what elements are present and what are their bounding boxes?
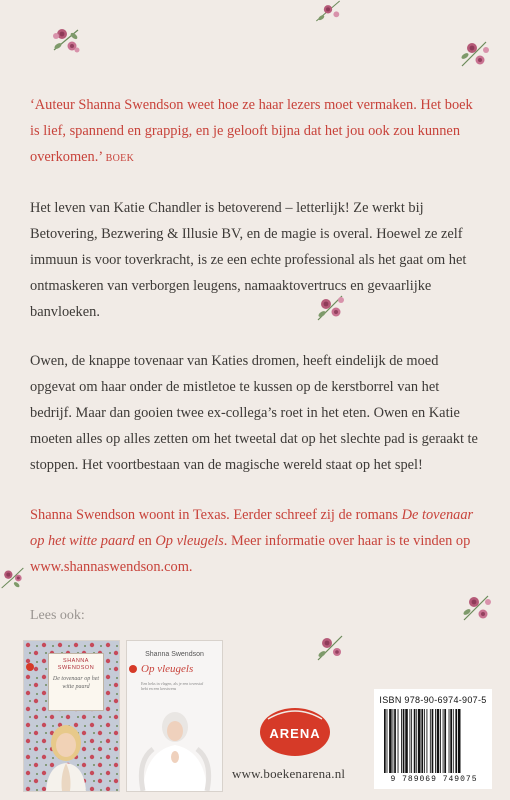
- barcode-bar: [455, 709, 457, 773]
- barcode-bar: [443, 709, 444, 773]
- barcode-bar: [405, 709, 408, 773]
- rose-icon: [458, 590, 494, 626]
- author-bio-book1: De tovenaar op het witte paard: [30, 507, 474, 549]
- arena-logo: [258, 705, 332, 757]
- review-source: BOEK: [105, 153, 135, 164]
- barcode-bar: [450, 709, 452, 773]
- review-quote-text: ‘Auteur Shanna Swendson weet hoe ze haar lezers moet vermaken. Het boek is lief, spannend en grappig, en je gelooft bijna dat het jou ook zou kunnen overkomen.’: [30, 97, 473, 165]
- barcode-bar: [414, 709, 416, 773]
- barcode-bar: [458, 709, 461, 773]
- book-author: SHANNA SWENDSON: [57, 658, 95, 671]
- book-cover-label: [48, 653, 104, 711]
- author-bio-rest: . Meer informatie over haar is te vinden op www.shannaswendson.com.: [30, 533, 471, 575]
- barcode-bar: [444, 709, 446, 773]
- isbn-number: ISBN 978-90-6974-907-5: [379, 695, 487, 705]
- related-book-cover: [126, 640, 223, 792]
- barcode-bar: [427, 709, 428, 773]
- publisher-logo-icon: [129, 665, 137, 673]
- description-paragraph: Owen, de knappe tovenaar van Katies dromen, heeft eindelijk de moed opgevat om haar onder de mistletoe te kussen op de kerstborrel van het bedrijf. Maar dan gooien twee ex-collega’s roet in het eten. Owen en Katie moeten alles op alles zetten om het tweetal dat op het slechte pad is geraakt te stoppen. Het voortbestaan van de magische wereld staat op het spel!: [30, 353, 478, 473]
- barcode-bar: [416, 709, 417, 773]
- barcode-number: 9 789069 749075: [390, 775, 478, 784]
- also-read-label: Lees ook:: [30, 608, 85, 623]
- publisher-logo-icon: [26, 663, 34, 671]
- barcode-bar: [421, 709, 423, 773]
- rose-icon: [0, 560, 30, 596]
- barcode-bar: [410, 709, 411, 773]
- barcode-bar: [403, 709, 405, 773]
- book-tagline: Een heks in vlagen, als je een toverstaf hebt en een kerstwens: [141, 681, 204, 691]
- rose-icon: [456, 36, 492, 72]
- barcode-bar: [384, 709, 386, 773]
- publisher-url: www.boekenarena.nl: [232, 766, 346, 781]
- barcode-bar: [418, 709, 421, 773]
- description-paragraph: Het leven van Katie Chandler is betoverend – letterlijk! Ze werkt bij Betovering, Bezwering & Illusie BV, en de magie is overal. Hoewel ze zelf immuun is voor toverkracht, is ze een echte professional als het gaat om het ontmaskeren van verborgen leugens, namaaktovertrucs en gevaarlijke banvloeken.: [30, 200, 467, 320]
- author-bio: [30, 502, 480, 580]
- book-title: Op vleugels: [141, 663, 194, 675]
- barcode-bar: [411, 709, 412, 773]
- rose-icon: [48, 22, 84, 58]
- barcode-bar: [432, 709, 434, 773]
- related-book-cover: [23, 640, 120, 792]
- barcode-bar: [389, 709, 392, 773]
- author-bio-and: en: [138, 533, 152, 549]
- barcode-icon: [384, 709, 482, 773]
- book-title: De tovenaar op het witte paard: [52, 676, 100, 690]
- review-quote: [30, 92, 480, 172]
- barcode-bar: [435, 709, 436, 773]
- book-author: Shanna Swendson: [145, 651, 204, 658]
- barcode-bar: [387, 709, 388, 773]
- barcode-bar: [398, 709, 399, 773]
- author-bio-intro: Shanna Swendson woont in Texas. Eerder schreef zij de romans: [30, 507, 398, 523]
- barcode-bar: [449, 709, 450, 773]
- author-bio-book2: Op vleugels: [155, 533, 224, 549]
- barcode-bar: [393, 709, 394, 773]
- barcode-bar: [430, 709, 431, 773]
- barcode-bar: [453, 709, 454, 773]
- barcode-bar: [437, 709, 440, 773]
- barcode-bar: [401, 709, 402, 773]
- isbn-barcode: [374, 689, 492, 789]
- publisher-name: ARENA: [269, 726, 321, 741]
- barcode-bar: [440, 709, 441, 773]
- rose-icon: [312, 630, 348, 666]
- barcode-bar: [424, 709, 425, 773]
- rose-icon: [310, 0, 346, 26]
- barcode-bar: [394, 709, 396, 773]
